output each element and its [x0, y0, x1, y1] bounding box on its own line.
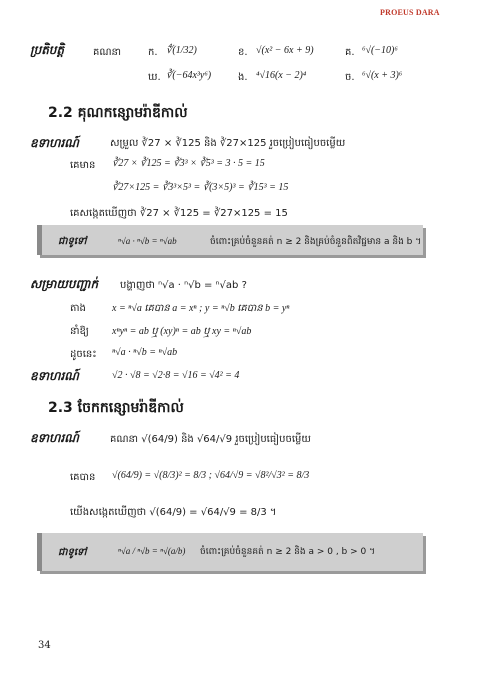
proof-example: √2 · √8 = √2·8 = √16 = √4² = 4: [112, 370, 240, 381]
page-number: 34: [38, 640, 51, 651]
example-label-2-3: ឧទាហរណ៍: [30, 431, 79, 445]
exercise-item-e: ⁴√16(x − 2)⁴: [256, 70, 307, 81]
proof-intro: បង្ហាញថា ⁿ√a · ⁿ√b = ⁿ√ab ?: [120, 280, 247, 291]
section-2-2-title: 2.2 គុណកន្សោមរ៉ាឌីកាល់: [48, 105, 188, 121]
example-label-2-2: ឧទាហរណ៍: [30, 136, 79, 150]
brand-header: PROEUS DARA: [380, 8, 440, 17]
proof-label: សម្រាយបញ្ជាក់: [30, 277, 99, 291]
exercise-item-b-letter: ខ.: [238, 47, 248, 58]
proof-l2-label: នាំឱ្យ: [70, 326, 89, 337]
general-box-1-text: ចំពោះគ្រប់ចំនួនគត់ n ≥ 2 និងគ្រប់ចំនួនពិតវិជ្ជមាន a និង b ។: [210, 237, 422, 247]
exercise-item-f: ⁶√(x + 3)⁶: [362, 70, 403, 81]
section-2-3-title: 2.3 ចែកកន្សោមរ៉ាឌីកាល់: [48, 400, 184, 416]
proof-l1-label: តាង: [70, 303, 86, 314]
example-text-2-3: គណនា √(64/9) និង √64/√9 រួចប្រៀបធៀបចម្លើយ: [110, 434, 311, 445]
line1-label: គេមាន: [70, 160, 96, 171]
exercise-item-c: ⁶√(−10)⁶: [362, 45, 398, 56]
line3: គេសង្កេតឃើញថា ∛27 × ∛125 = ∛27×125 = 15: [70, 208, 288, 219]
proof-l2: xⁿyⁿ = ab ឬ (xy)ⁿ = ab ឬ xy = ⁿ√ab: [112, 326, 252, 337]
exercise-item-c-letter: គ.: [345, 47, 355, 58]
exercise-item-b: √(x² − 6x + 9): [256, 45, 314, 56]
s23-l2: យើងសង្កេតឃើញថា √(64/9) = √64/√9 = 8/3 ។: [70, 507, 277, 518]
proof-l1: x = ⁿ√a គេបាន a = xⁿ ; y = ⁿ√b គេបាន b = yⁿ: [112, 303, 290, 314]
exercise-item-f-letter: ច.: [345, 72, 355, 83]
proof-l3-label: ដូចនេះ: [70, 349, 97, 360]
line1-math: ∛27 × ∛125 = ∛3³ × ∛5³ = 3 · 5 = 15: [112, 158, 265, 169]
general-box-2-text: ចំពោះគ្រប់ចំនួនគត់ n ≥ 2 និង a > 0 , b > 0 ។: [200, 547, 376, 557]
general-box-2-math: ⁿ√a / ⁿ√b = ⁿ√(a/b): [118, 546, 186, 556]
exercise-item-e-letter: ង.: [238, 72, 248, 83]
exercise-item-a-letter: ក.: [148, 47, 158, 58]
proof-l3: ⁿ√a · ⁿ√b = ⁿ√ab: [112, 347, 178, 358]
line2-math: ∛27×125 = ∛3³×5³ = ∛(3×5)³ = ∛15³ = 15: [112, 182, 289, 193]
general-box-1-label: ជាទូទៅ: [58, 236, 87, 247]
s23-l1-label: គេបាន: [70, 472, 96, 483]
exercise-label: ប្រតិបត្តិ: [30, 43, 65, 57]
exercise-item-a: ∜(1/32): [166, 45, 197, 56]
s23-l1: √(64/9) = √(8/3)² = 8/3 ; √64/√9 = √8²/√3² = 8/3: [112, 470, 310, 481]
proof-example-label: ឧទាហរណ៍: [30, 369, 79, 383]
exercise-item-d: ∛(−64x³y⁶): [166, 70, 212, 81]
general-box-2-label: ជាទូទៅ: [58, 547, 87, 558]
general-box-1-math: ⁿ√a · ⁿ√b = ⁿ√ab: [118, 236, 177, 246]
exercise-intro: គណនា: [93, 47, 122, 58]
example-text-2-2: សម្រួល ∛27 × ∛125 និង ∛27×125 រួចប្រៀបធៀបចម្លើយ: [110, 138, 346, 149]
exercise-item-d-letter: ឃ.: [148, 72, 161, 83]
